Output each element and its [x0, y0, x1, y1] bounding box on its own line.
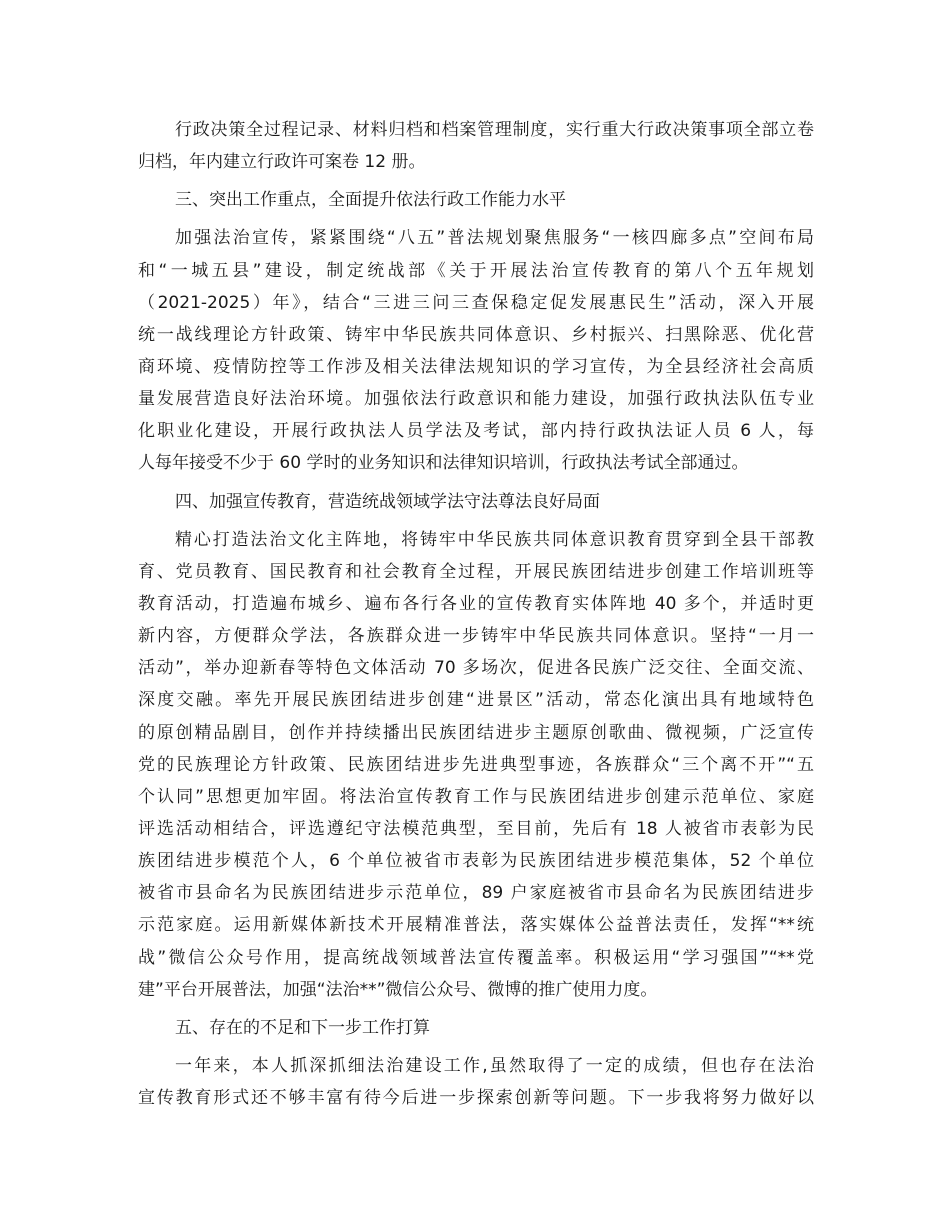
paragraph-line: 化职业化建设，开展行政执法人员学法及考试，部内持行政执法证人员 6 人，每: [138, 421, 814, 442]
paragraph-line: 建”平台开展普法，加强“法治**”微信公众号、微博的推广使用力度。: [138, 979, 658, 1000]
body-paragraph: [138, 524, 814, 1006]
paragraph-line: 战”微信公众号作用，提高统战领域普法宣传覆盖率。积极运用“学习强国”“**党: [138, 947, 814, 968]
heading-text: 四、加强宣传教育，营造统战领域学法守法尊法良好局面: [175, 491, 600, 512]
section-heading: [138, 184, 814, 216]
section-heading: [138, 486, 814, 518]
paragraph-line: 教育活动，打造遍布城乡、遍布各行各业的宣传教育实体阵地 40 多个，并适时更: [138, 593, 814, 614]
paragraph-line: 个认同”思想更加牢固。将法治宣传教育工作与民族团结进步创建示范单位、家庭: [138, 786, 814, 807]
paragraph-line: 商环境、疫情防控等工作涉及相关法律法规知识的学习宣传，为全县经济社会高质: [138, 356, 814, 377]
paragraph-line: 活动”，举办迎新春等特色文体活动 70 多场次，促进各民族广泛交往、全面交流、: [138, 658, 814, 679]
section-heading: [138, 1012, 814, 1044]
paragraph-line: 归档，年内建立行政许可案卷 12 册。: [138, 152, 426, 173]
paragraph-line: 加强法治宣传，紧紧围绕“八五”普法规划聚焦服务“一核四廊多点”空间布局: [175, 228, 814, 249]
body-paragraph: [138, 1050, 814, 1114]
paragraph-line: 族团结进步模范个人，6 个单位被省市表彰为民族团结进步模范集体，52 个单位: [138, 851, 814, 872]
paragraph-line: 一年来，本人抓深抓细法治建设工作,虽然取得了一定的成绩，但也存在法治: [175, 1055, 814, 1076]
body-paragraph: [138, 222, 814, 479]
paragraph-line: 被省市县命名为民族团结进步示范单位，89 户家庭被省市县命名为民族团结进步: [138, 883, 814, 904]
document-body: [138, 114, 814, 1114]
paragraph-line: 党的民族理论方针政策、民族团结进步先进典型事迹，各族群众“三个离不开”“五: [138, 754, 814, 775]
paragraph-line: 育、党员教育、国民教育和社会教育全过程，开展民族团结进步创建工作培训班等: [138, 561, 814, 582]
paragraph-line: 深度交融。率先开展民族团结进步创建“进景区”活动，常态化演出具有地域特色: [138, 690, 814, 711]
paragraph-line: 统一战线理论方针政策、铸牢中华民族共同体意识、乡村振兴、扫黑除恶、优化营: [138, 324, 814, 345]
paragraph-line: 精心打造法治文化主阵地，将铸牢中华民族共同体意识教育贯穿到全县干部教: [175, 529, 814, 550]
paragraph-line: 和“一城五县”建设，制定统战部《关于开展法治宣传教育的第八个五年规划: [138, 260, 814, 281]
paragraph-line: 人每年接受不少于 60 学时的业务知识和法律知识培训，行政执法考试全部通过。: [138, 453, 749, 474]
paragraph-line: 量发展营造良好法治环境。加强依法行政意识和能力建设，加强行政执法队伍专业: [138, 389, 814, 410]
paragraph-line: 行政决策全过程记录、材料归档和档案管理制度，实行重大行政决策事项全部立卷: [175, 120, 814, 140]
heading-text: 三、突出工作重点，全面提升依法行政工作能力水平: [175, 190, 566, 211]
paragraph-line: 的原创精品剧目，创作并持续播出民族团结进步主题原创歌曲、微视频，广泛宣传: [138, 722, 814, 743]
paragraph-line: 示范家庭。运用新媒体新技术开展精准普法，落实媒体公益普法责任，发挥“**统: [138, 915, 814, 936]
paragraph-line: 新内容，方便群众学法，各族群众进一步铸牢中华民族共同体意识。坚持“一月一: [138, 626, 814, 647]
body-paragraph: [138, 114, 814, 178]
heading-text: 五、存在的不足和下一步工作打算: [175, 1017, 430, 1038]
paragraph-line: 评选活动相结合，评选遵纪守法模范典型，至目前，先后有 18 人被省市表彰为民: [138, 818, 814, 839]
paragraph-line: 宣传教育形式还不够丰富有待今后进一步探索创新等问题。下一步我将努力做好以: [138, 1088, 814, 1109]
paragraph-line: （2021-2025）年》，结合“三进三问三查保稳定促发展惠民生”活动，深入开展: [138, 292, 814, 313]
